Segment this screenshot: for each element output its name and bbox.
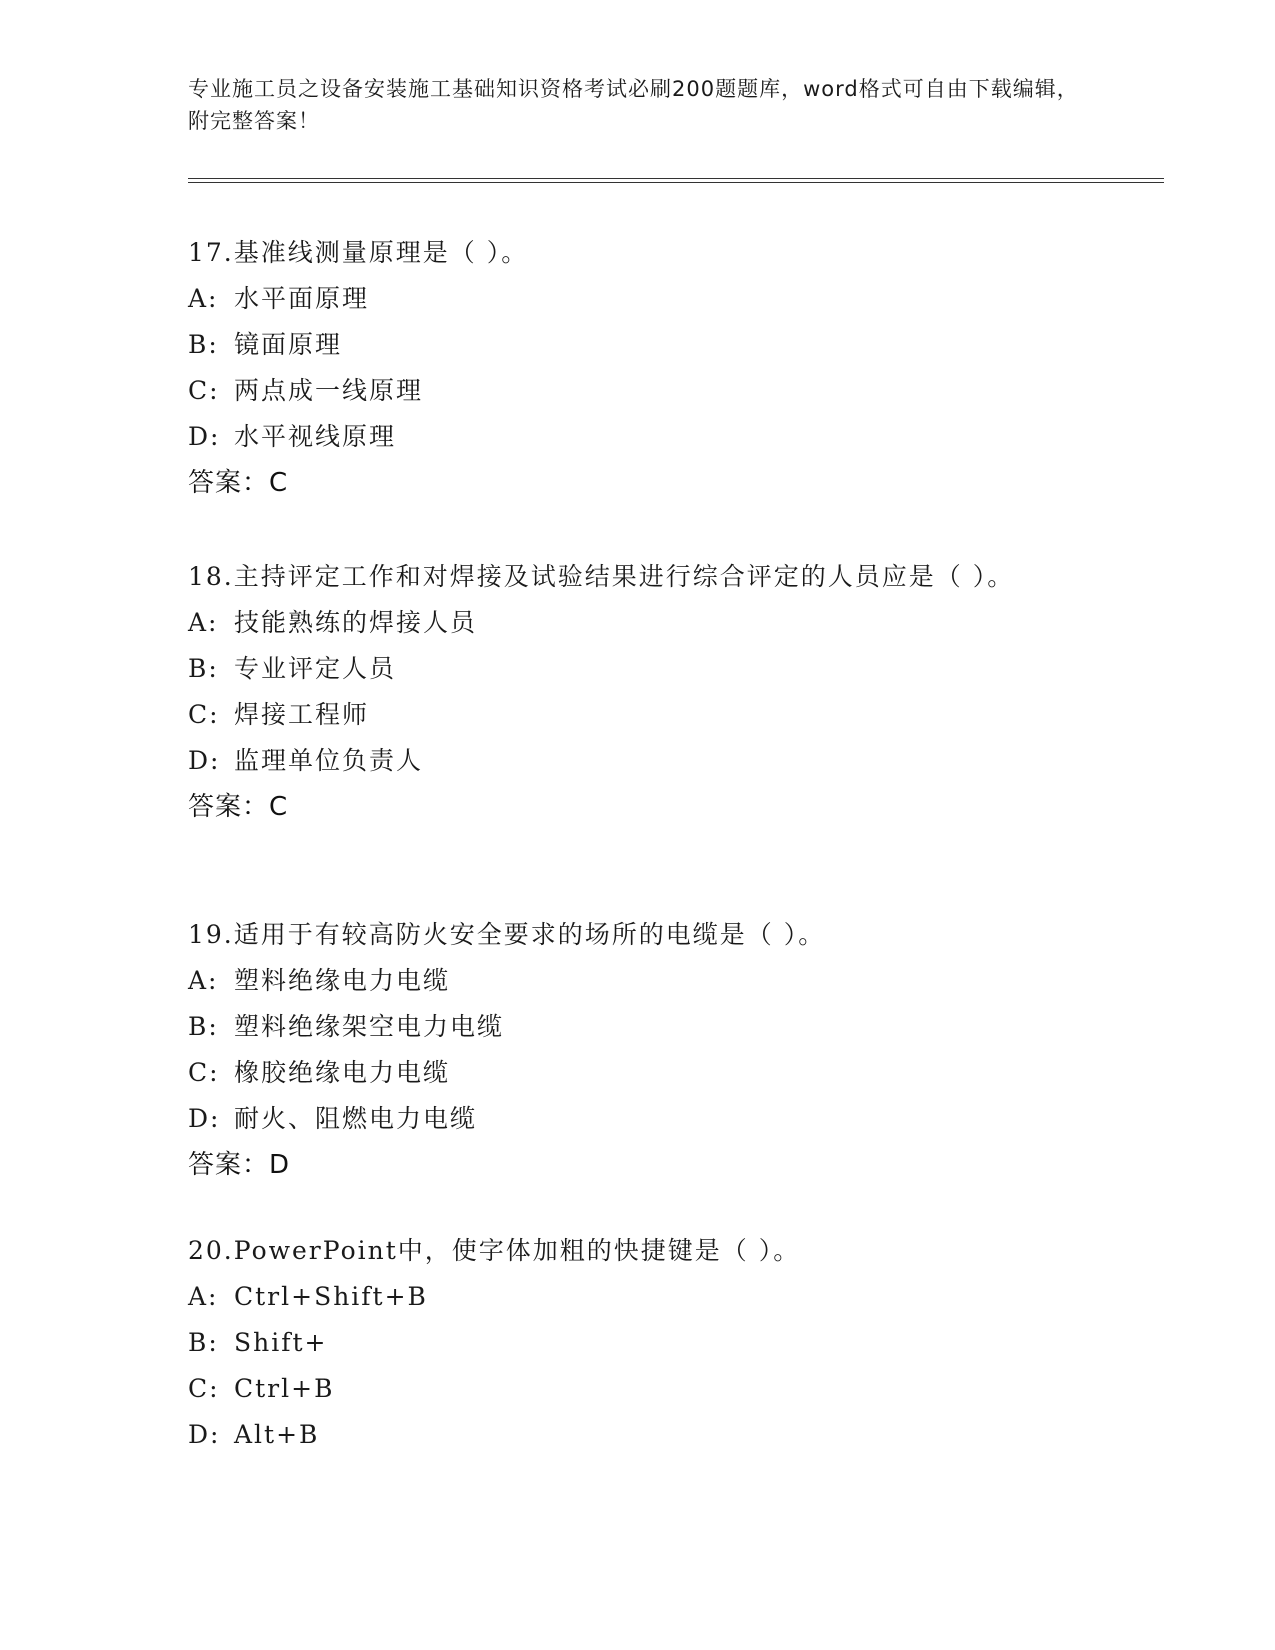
question-block <box>188 554 1108 830</box>
option-key: C: <box>188 700 220 729</box>
question-stem: 18.主持评定工作和对焊接及试验结果进行综合评定的人员应是（ ）。 <box>188 562 1015 591</box>
option-a <box>188 1274 1108 1320</box>
document-header: 专业施工员之设备安装施工基础知识资格考试必刷200题题库，word格式可自由下载编辑，附完整答案！ <box>188 77 1079 133</box>
question-block <box>188 230 1108 506</box>
question-stem: 20.PowerPoint中，使字体加粗的快捷键是（ ）。 <box>188 1236 801 1265</box>
option-text: Ctrl+B <box>234 1374 335 1403</box>
option-text: 镜面原理 <box>234 330 343 359</box>
option-key: A: <box>188 284 219 313</box>
question-block <box>188 912 1108 1188</box>
option-key: B: <box>188 654 219 683</box>
option-key: D: <box>188 746 221 775</box>
option-a <box>188 958 1108 1004</box>
option-key: C: <box>188 1058 220 1087</box>
option-key: B: <box>188 330 219 359</box>
option-key: D: <box>188 1420 221 1449</box>
option-a <box>188 276 1108 322</box>
option-b <box>188 646 1108 692</box>
option-b <box>188 1320 1108 1366</box>
option-text: 技能熟练的焊接人员 <box>234 608 478 637</box>
option-key: B: <box>188 1328 219 1357</box>
option-text: 监理单位负责人 <box>234 746 424 775</box>
option-a <box>188 600 1108 646</box>
option-text: 水平视线原理 <box>234 422 397 451</box>
option-key: D: <box>188 1104 221 1133</box>
answer-line: 答案：C <box>188 468 289 498</box>
question-block <box>188 1228 1108 1458</box>
answer-line: 答案：C <box>188 792 289 822</box>
option-text: 两点成一线原理 <box>234 376 424 405</box>
answer-line: 答案：D <box>188 1150 291 1180</box>
option-c <box>188 692 1108 738</box>
option-c <box>188 1366 1108 1412</box>
option-c <box>188 368 1108 414</box>
option-text: Alt+B <box>234 1420 320 1449</box>
option-text: 橡胶绝缘电力电缆 <box>234 1058 451 1087</box>
question-stem: 17.基准线测量原理是（ ）。 <box>188 238 529 267</box>
option-d <box>188 1096 1108 1142</box>
option-key: D: <box>188 422 221 451</box>
option-d <box>188 414 1108 460</box>
option-d <box>188 1412 1108 1458</box>
option-key: B: <box>188 1012 219 1041</box>
option-key: A: <box>188 1282 219 1311</box>
option-text: 水平面原理 <box>234 284 370 313</box>
header-double-rule <box>188 178 1164 183</box>
question-stem: 19.适用于有较高防火安全要求的场所的电缆是（ ）。 <box>188 920 826 949</box>
option-text: 耐火、阻燃电力电缆 <box>234 1104 478 1133</box>
option-text: 塑料绝缘架空电力电缆 <box>234 1012 505 1041</box>
option-b <box>188 322 1108 368</box>
option-text: 焊接工程师 <box>234 700 370 729</box>
option-key: A: <box>188 966 219 995</box>
option-text: Shift+ <box>234 1328 328 1357</box>
option-text: Ctrl+Shift+B <box>234 1282 428 1311</box>
option-text: 塑料绝缘电力电缆 <box>234 966 451 995</box>
option-d <box>188 738 1108 784</box>
option-key: C: <box>188 1374 220 1403</box>
option-key: A: <box>188 608 219 637</box>
option-b <box>188 1004 1108 1050</box>
option-key: C: <box>188 376 220 405</box>
option-c <box>188 1050 1108 1096</box>
option-text: 专业评定人员 <box>234 654 397 683</box>
